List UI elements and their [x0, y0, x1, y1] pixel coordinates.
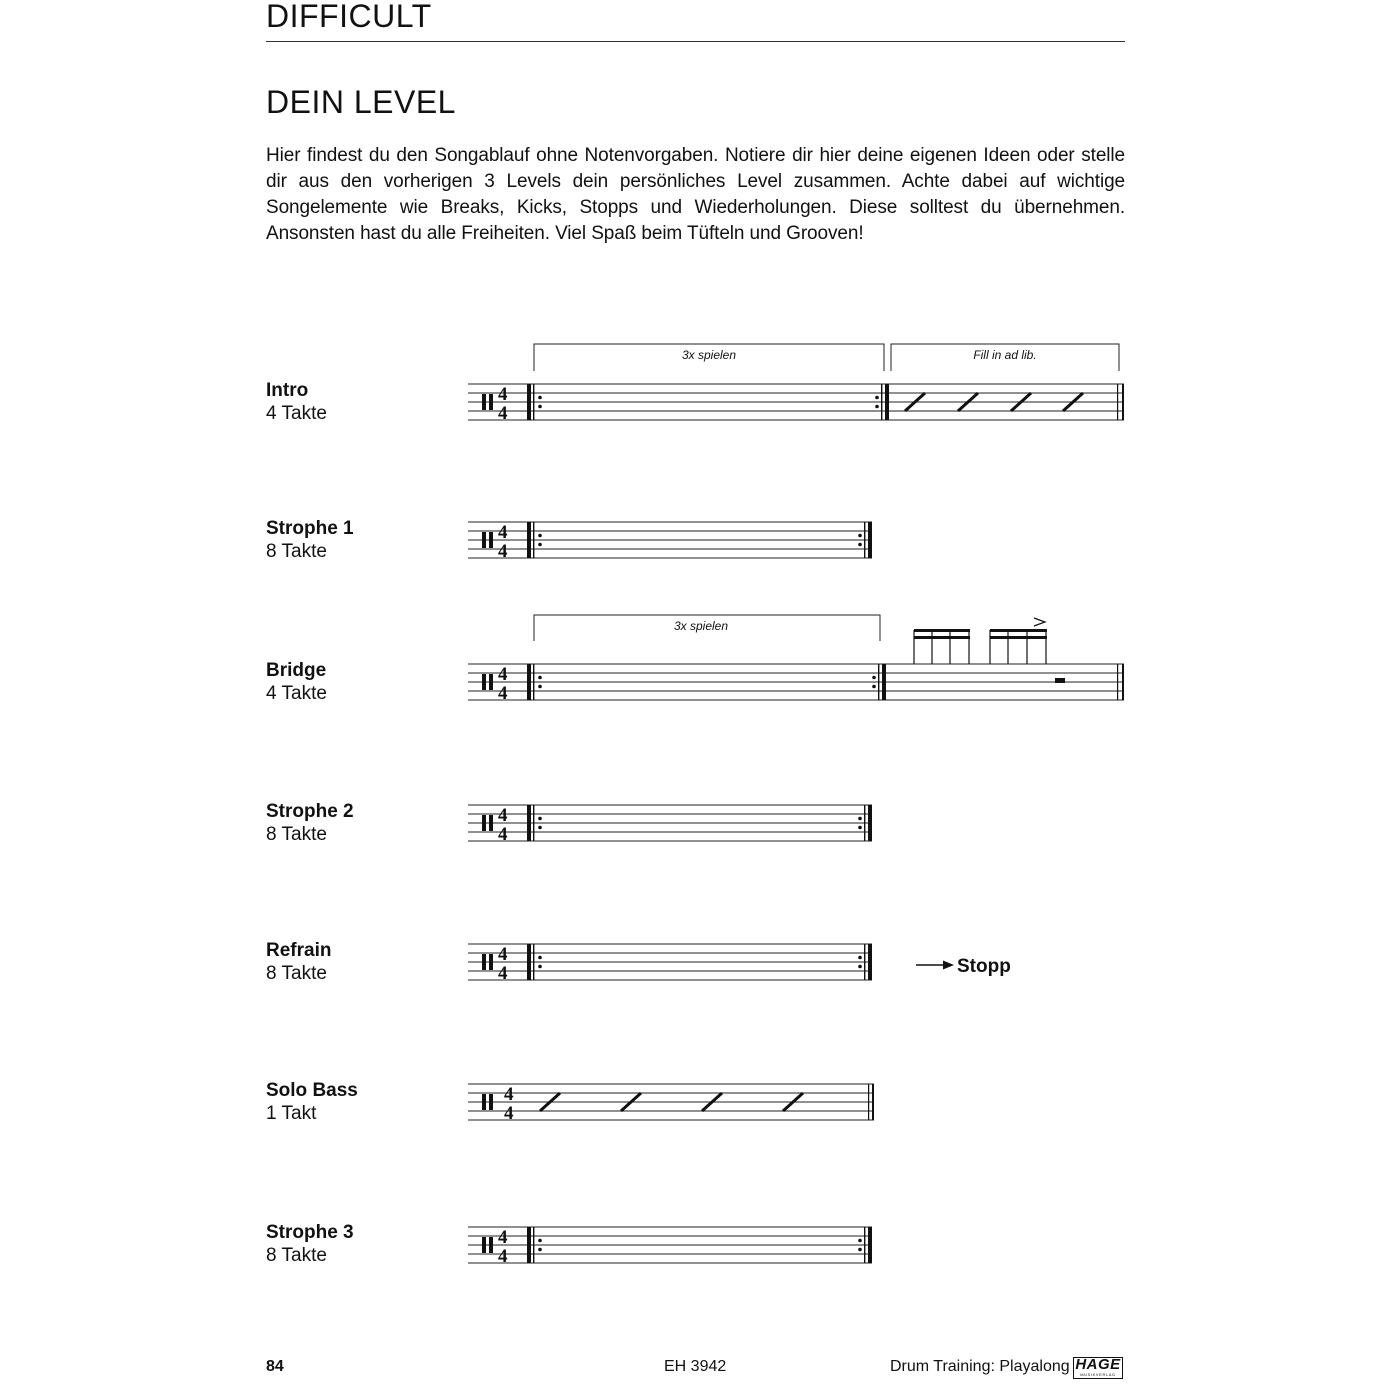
- section-title: DEIN LEVEL: [266, 84, 456, 120]
- time-sig-top: 4: [498, 944, 508, 965]
- time-sig-top: 4: [498, 664, 508, 685]
- sixteenth-group-2: [990, 630, 1046, 664]
- time-sig-bottom: 4: [498, 824, 508, 845]
- sixteenth-group-1: [914, 630, 969, 664]
- time-sig-top: 4: [498, 522, 508, 543]
- half-rest: [1055, 678, 1065, 683]
- staff-bridge: [468, 615, 1124, 704]
- time-sig-top: 4: [498, 384, 508, 405]
- time-sig-bottom: 4: [504, 1103, 514, 1124]
- publisher-logo: [1073, 1357, 1123, 1379]
- part-bars: 4 Takte: [266, 403, 327, 424]
- page-number: 84: [266, 1358, 284, 1375]
- part-bars: 8 Takte: [266, 963, 327, 984]
- staff-strophe-1: [468, 522, 872, 562]
- part-name: Refrain: [266, 940, 332, 961]
- part-name: Intro: [266, 380, 309, 401]
- part-name: Bridge: [266, 660, 327, 681]
- arrow-right-icon: [916, 961, 954, 970]
- time-sig-bottom: 4: [498, 1246, 508, 1267]
- part-bars: 8 Takte: [266, 541, 327, 562]
- bracket-label: 3x spielen: [673, 619, 729, 633]
- staff-solo-bass: [468, 1084, 874, 1124]
- time-sig-top: 4: [498, 805, 508, 826]
- part-name: Strophe 2: [266, 801, 354, 822]
- time-sig-bottom: 4: [498, 541, 508, 562]
- catalog-code: EH 3942: [664, 1358, 727, 1375]
- bracket-label: 3x spielen: [681, 348, 737, 362]
- time-sig-top: 4: [498, 1227, 508, 1248]
- part-bars: 4 Takte: [266, 683, 327, 704]
- time-sig-bottom: 4: [498, 963, 508, 984]
- staff-strophe-2: [468, 805, 872, 845]
- time-sig-top: 4: [504, 1084, 514, 1105]
- staff-intro: [468, 344, 1124, 424]
- time-sig-bottom: 4: [498, 683, 508, 704]
- logo-sub: MUSIKVERLAG: [1080, 1372, 1116, 1377]
- accent-mark: [1034, 618, 1045, 626]
- part-bars: 8 Takte: [266, 1245, 327, 1266]
- intro-paragraph: Hier findest du den Songablauf ohne Notenvorgaben. Notiere dir hier deine eigenen Ideen oder stelle dir aus den vorherigen 3 Levels dein persönliches Level zusammen. Achte dabei auf wichtige Songelemente wie Breaks, Kicks, Stopps und Wiederholungen. Diese solltest du übernehmen. Ansonsten hast du alle Freiheiten. Viel Spaß beim Tüfteln und Grooven!: [266, 145, 1125, 244]
- book-title: Drum Training: Playalong: [890, 1358, 1070, 1375]
- logo-brand: HAGE: [1075, 1356, 1121, 1373]
- part-name: Strophe 1: [266, 518, 354, 539]
- staff-strophe-3: [468, 1227, 872, 1267]
- time-sig-bottom: 4: [498, 403, 508, 424]
- staff-refrain: [468, 944, 1011, 984]
- header-title: DIFFICULT: [266, 0, 432, 34]
- stopp-label: Stopp: [957, 956, 1011, 977]
- part-bars: 1 Takt: [266, 1103, 317, 1124]
- bracket-label: Fill in ad lib.: [973, 348, 1037, 362]
- part-name: Solo Bass: [266, 1080, 358, 1101]
- part-name: Strophe 3: [266, 1222, 354, 1243]
- part-bars: 8 Takte: [266, 824, 327, 845]
